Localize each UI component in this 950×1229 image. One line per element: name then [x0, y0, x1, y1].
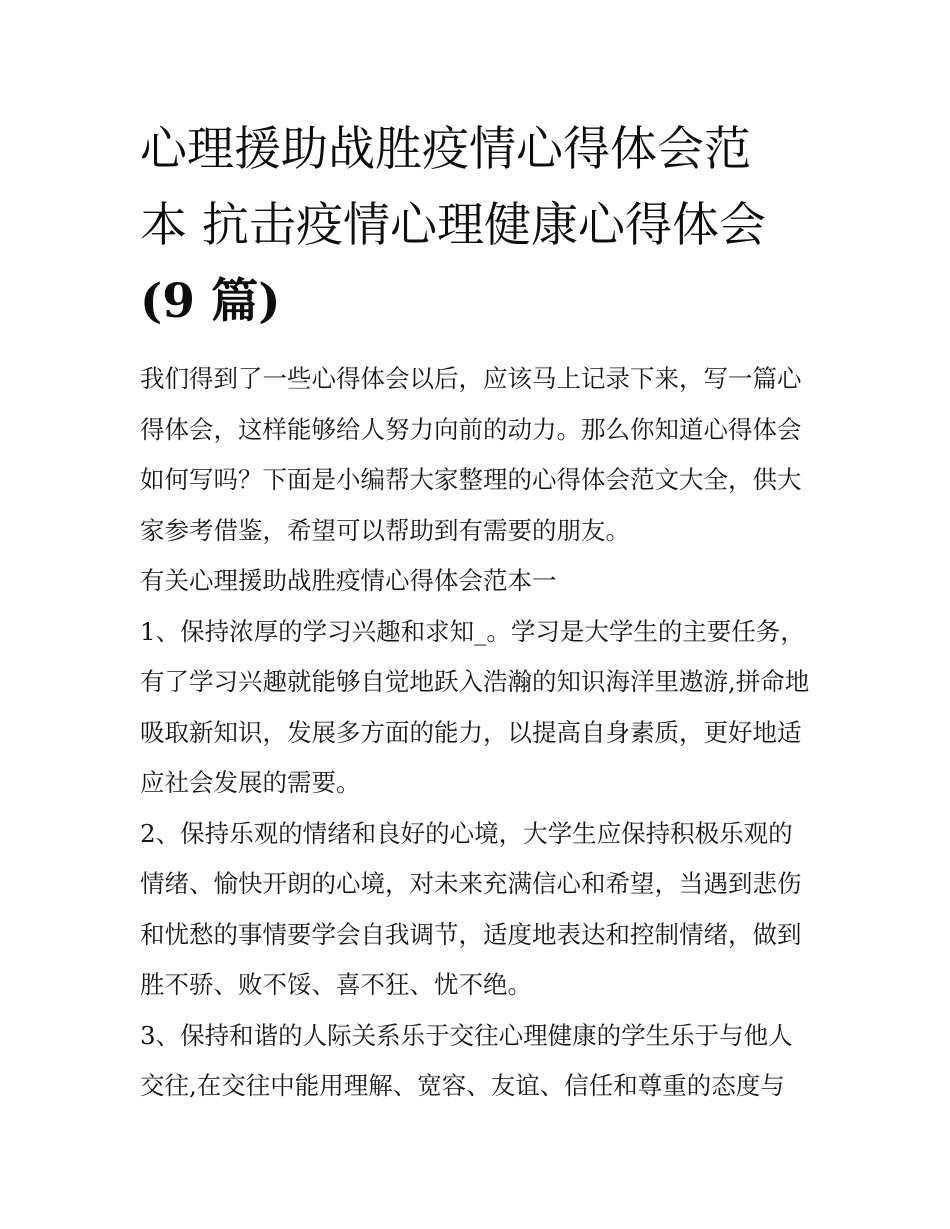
section-heading: 有关心理援助战胜疫情心得体会范本一: [140, 566, 557, 595]
intro-paragraph: 我们得到了一些心得体会以后，应该马上记录下来，写一篇心得体会，这样能够给人努力向前的动力。那么你知道心得体会如何写吗？下面是小编帮大家整理的心得体会范文大全，供大家参考借鉴，希望可以帮助到有需要的朋友。: [140, 364, 802, 545]
title-line-2: 本 抗击疫情心理健康心得体会: [140, 198, 766, 253]
list-item-2: 2、保持乐观的情绪和良好的心境，大学生应保持积极乐观的情绪、愉快开朗的心境，对未来充满信心和希望，当遇到悲伤和忧愁的事情要学会自我调节，适度地表达和控制情绪，做到胜不骄、败不馁、喜不狂、忧不绝。: [140, 818, 802, 999]
document-title: [140, 112, 812, 340]
document-body: [140, 354, 812, 1112]
title-line-3: (9 篇): [140, 274, 281, 329]
document-page: [140, 112, 812, 1112]
list-item-3: 3、保持和谐的人际关系乐于交往心理健康的学生乐于与他人交往,在交往中能用理解、宽容、友谊、信任和尊重的态度与: [140, 1020, 793, 1100]
title-line-1: 心理援助战胜疫情心得体会范: [140, 122, 751, 177]
list-item-1: 1、保持浓厚的学习兴趣和求知_。学习是大学生的主要任务，有了学习兴趣就能够自觉地跃入浩瀚的知识海洋里遨游,拼命地吸取新知识，发展多方面的能力，以提高自身素质，更好地适应社会发展的需要。: [140, 616, 810, 797]
